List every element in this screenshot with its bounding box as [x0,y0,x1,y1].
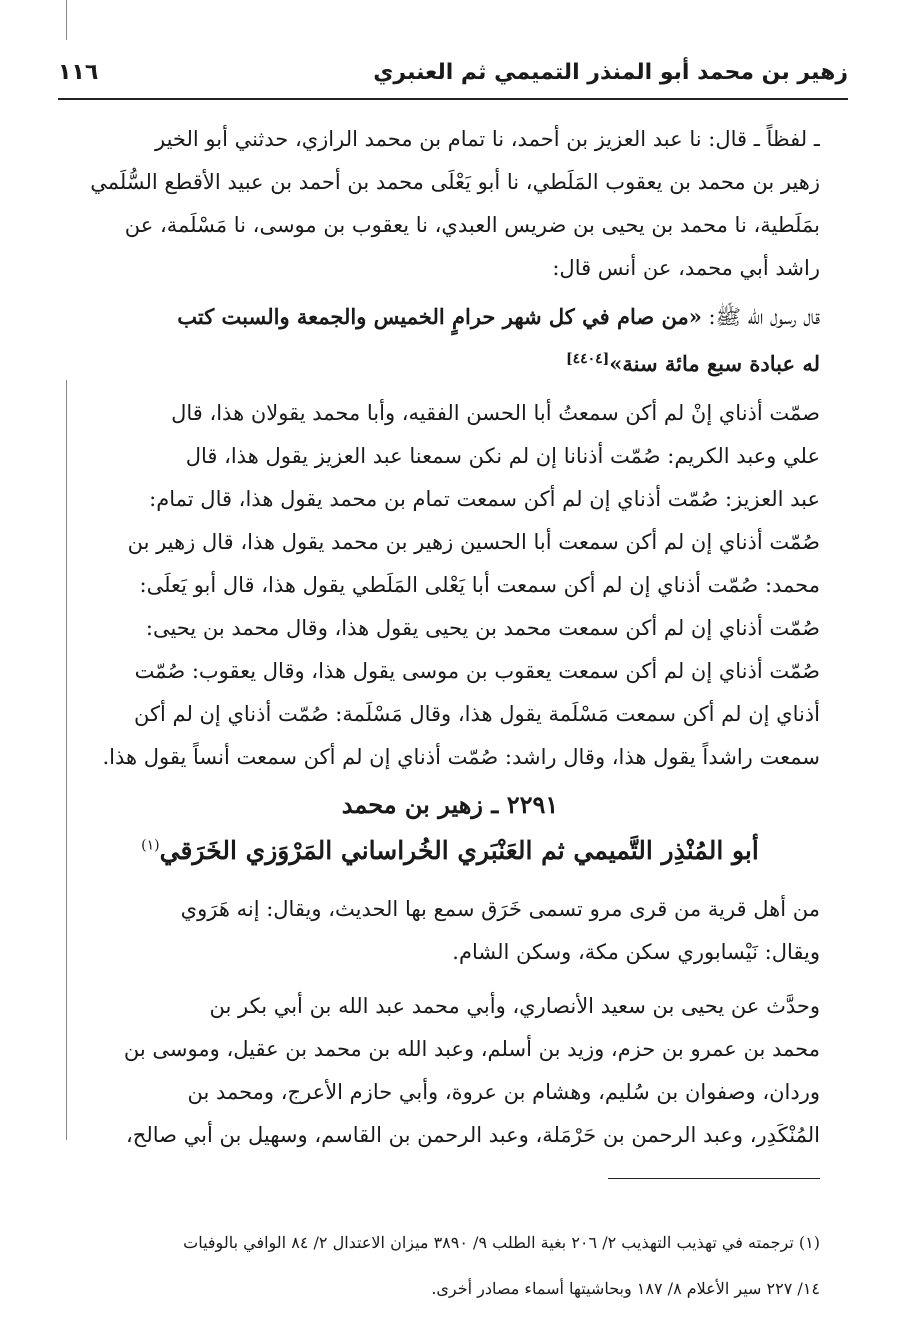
footnote-line: ١٤/ ٢٢٧ سير الأعلام ٨/ ١٨٧ وبحاشيتها أسماء مصادر أخرى. [431,1279,820,1298]
entry-name-heading [80,836,820,865]
text-line [70,295,820,338]
hadith-attribution: قال رسول الله ﷺ: [701,305,820,329]
hadith-matn: «من صام في كل شهر حرامٍ الخميس والجمعة والسبت كتب [177,304,702,329]
text-line: محمد بن عمرو بن حزم، وزيد بن أسلم، وعبد الله بن محمد بن عقيل، وموسى بن [123,1037,820,1061]
text-line: سمعت راشداً يقول هذا، وقال راشد: صُمّت أذناي إن لم أكن سمعت أنساً يقول هذا. [102,745,820,769]
text-line: وردان، وصفوان بن سُليم، وهشام بن عروة، وأبي حازم الأعرج، ومحمد بن [187,1080,820,1104]
text-line: صُمّت أذناي إن لم أكن سمعت أبا الحسين زهير بن محمد يقول هذا، قال زهير بن [127,530,820,554]
footnote [70,1212,820,1320]
text-line: المُنْكَدِر، وعبد الرحمن بن حَرْمَلة، وعبد الرحمن بن القاسم، وسهيل بن أبي صالح، [126,1123,820,1147]
text-line: علي وعبد الكريم: صُمّت أذنانا إن لم نكن سمعنا عبد العزيز يقول هذا، قال [185,444,820,468]
hadith-text [70,295,820,381]
header-rule [58,98,848,100]
text-line: من أهل قرية من قرى مرو تسمى خَرَق سمع بها الحديث، ويقال: إنه هَرَوي [180,897,820,921]
entry-name: أبو المُنْذِر التَّميمي ثم العَنْبَري الخُراساني المَرْوَزي الخَرَقي [159,836,759,865]
text-line: صمّت أذناي إنْ لم أكن سمعتُ أبا الحسن الفقيه، وأبا محمد يقولان هذا، قال [171,401,820,425]
binding-line [66,0,67,40]
footnote-rule [608,1178,820,1179]
text-line: أذناي إن لم أكن سمعت مَسْلَمة يقول هذا، وقال مَسْلَمة: صُمّت أذناي إن لم أكن [133,702,820,726]
biography-paragraph [70,888,820,974]
narrators-paragraph [70,985,820,1157]
text-line: صُمّت أذناي إن لم أكن سمعت محمد بن يحيى يقول هذا، وقال محمد بن يحيى: [145,616,820,640]
text-line [70,338,820,381]
running-header [58,56,848,100]
running-title: زهير بن محمد أبو المنذر التميمي ثم العنبري [373,60,848,85]
entry-number-heading: ٢٢٩١ ـ زهير بن محمد [341,790,559,819]
hadith-matn: له عبادة سبع مائة سنة» [609,351,820,376]
text-line: محمد: صُمّت أذناي إن لم أكن سمعت أبا يَعْلى المَلَطي يقول هذا، قال أبو يَعلَى: [139,573,820,597]
text-line: وحدَّث عن يحيى بن سعيد الأنصاري، وأبي محمد عبد الله بن أبي بكر بن [209,994,820,1018]
text-line: ويقال: نَيْسابوري سكن مكة، وسكن الشام. [452,940,820,964]
text-line: بمَلَطية، نا محمد بن يحيى بن ضريس العبدي، نا يعقوب بن موسى، نا مَسْلَمة، عن [124,213,820,237]
page-number: ١١٦ [58,60,99,85]
text-line: صُمّت أذناي إن لم أكن سمعت يعقوب بن موسى يقول هذا، وقال يعقوب: صُمّت [134,659,820,683]
text-line: زهير بن محمد بن يعقوب المَلَطي، نا أبو يَعْلَى محمد بن أحمد بن عبيد الأقطع السُّلَمي [90,170,820,194]
footnote-line: (١) ترجمته في تهذيب التهذيب ٢/ ٢٠٦ بغية الطلب ٩/ ٣٨٩٠ ميزان الاعتدال ٢/ ٨٤ الوافي بالوفيات [183,1233,820,1252]
text-line: عبد العزيز: صُمّت أذناي إن لم أكن سمعت تمام بن محمد يقول هذا، قال تمام: [149,487,820,511]
oath-chain-paragraph [70,392,820,779]
text-line: ـ لفظاً ـ قال: نا عبد العزيز بن أحمد، نا تمام بن محمد الرازي، حدثني أبو الخير [155,127,820,151]
hadith-reference-number: [٤٤٠٤] [565,351,610,367]
isnad-paragraph [70,118,820,290]
text-line: راشد أبي محمد، عن أنس قال: [552,256,820,280]
footnote-marker: (١) [141,837,160,854]
binding-line [66,380,67,1140]
